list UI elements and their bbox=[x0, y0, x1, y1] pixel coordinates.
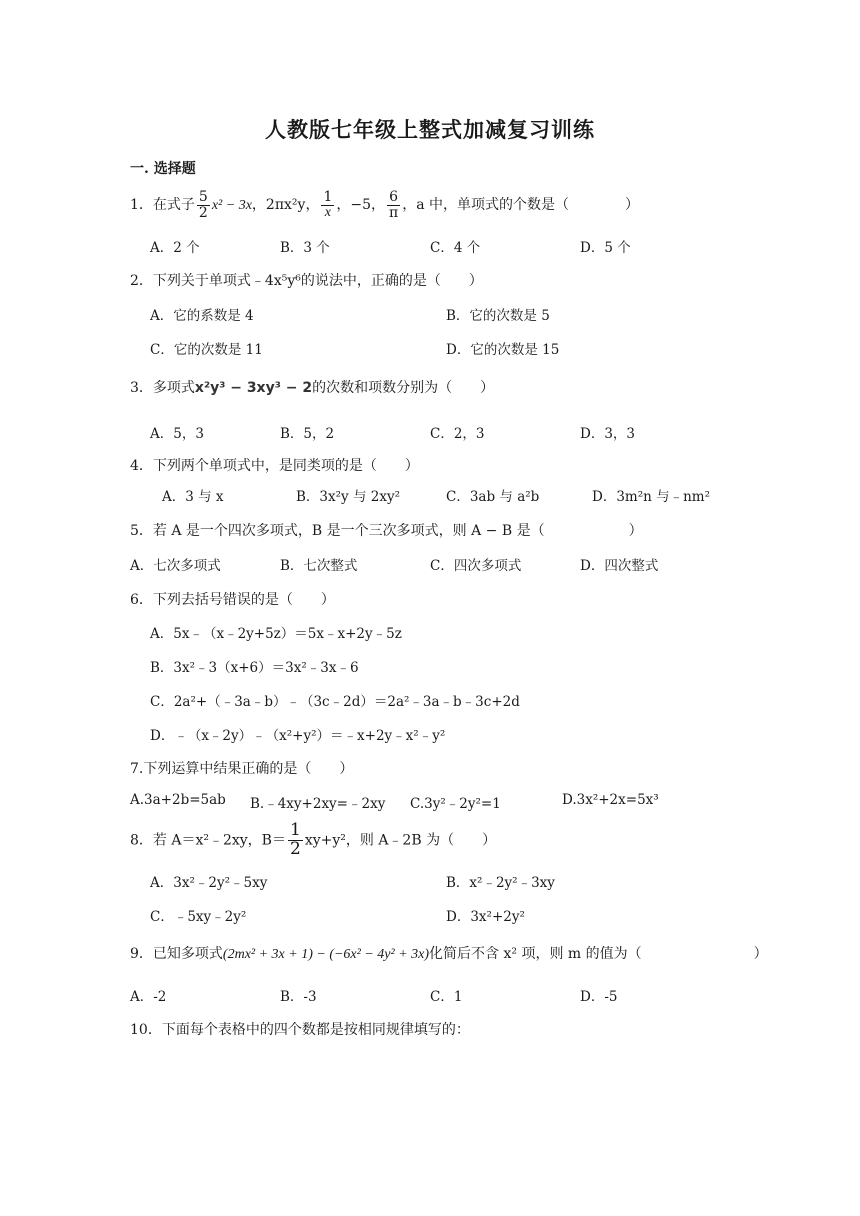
question-10: 10．下面每个表格中的四个数都是按相同规律填写的： bbox=[130, 1022, 470, 1038]
q1-option-a[interactable]: A．2 个 bbox=[150, 240, 200, 256]
q1-expr3: ，−5， bbox=[336, 197, 386, 214]
q9-option-a[interactable]: A．-2 bbox=[130, 989, 167, 1005]
q8-frac-den: 2 bbox=[289, 838, 301, 859]
q3-polynomial: x²y³ − 3xy³ − 2 bbox=[194, 380, 313, 396]
q3-option-a[interactable]: A．5，3 bbox=[150, 426, 204, 442]
q8-option-a[interactable]: A．3x²﹣2y²﹣5xy bbox=[150, 875, 268, 891]
q9-option-c[interactable]: C．1 bbox=[430, 989, 463, 1005]
q7-option-b[interactable]: B.﹣4xy+2xy=﹣2xy bbox=[250, 796, 386, 812]
q8-frac-num: 1 bbox=[289, 820, 301, 840]
q1-expr1: x² − 3x bbox=[211, 198, 252, 214]
q8-option-c[interactable]: C．﹣5xy﹣2y² bbox=[150, 909, 247, 925]
q6-option-c[interactable]: C．2a²+（﹣3a﹣b）﹣（3c﹣2d）＝2a²﹣3a﹣b﹣3c+2d bbox=[150, 694, 520, 710]
q9-polynomial: (2mx² + 3x + 1) − (−6x² − 4y² + 3x) bbox=[222, 947, 430, 962]
q3-suffix: 的次数和项数分别为（ ） bbox=[312, 380, 495, 396]
q4-option-d[interactable]: D．3m²n 与﹣nm² bbox=[592, 489, 711, 505]
q7-option-d[interactable]: D.3x²+2x=5x³ bbox=[562, 792, 659, 808]
q4-option-b[interactable]: B．3x²y 与 2xy² bbox=[296, 489, 400, 505]
q1-frac1-num: 5 bbox=[198, 189, 208, 205]
q6-option-b[interactable]: B．3x²﹣3（x+6）＝3x²﹣3x﹣6 bbox=[150, 660, 359, 676]
q1-option-b[interactable]: B．3 个 bbox=[280, 240, 330, 256]
q8-suffix: xy+y²，则 A﹣2B 为（ ） bbox=[304, 832, 497, 849]
question-4: 4．下列两个单项式中，是同类项的是（ ） bbox=[130, 458, 419, 474]
q1-prefix: 1．在式子 bbox=[130, 197, 195, 214]
q8-option-b[interactable]: B．x²﹣2y²﹣3xy bbox=[446, 875, 555, 891]
question-3 bbox=[130, 377, 494, 397]
q5-option-d[interactable]: D．四次整式 bbox=[580, 558, 659, 574]
q2-option-d[interactable]: D．它的次数是 15 bbox=[446, 342, 560, 358]
q4-option-c[interactable]: C．3ab 与 a²b bbox=[446, 489, 540, 505]
question-5: 5．若 A 是一个四次多项式，B 是一个三次多项式，则 A − B 是（ ） bbox=[130, 523, 643, 539]
q6-option-a[interactable]: A．5x﹣（x﹣2y+5z）＝5x﹣x+2y﹣5z bbox=[150, 626, 402, 642]
q1-frac3-den: π bbox=[389, 204, 399, 221]
q1-frac2-den: x bbox=[324, 204, 332, 220]
q9-option-d[interactable]: D．-5 bbox=[580, 989, 618, 1005]
q1-expr4: ，a 中，单项式的个数是（ ） bbox=[402, 197, 640, 214]
q5-option-b[interactable]: B．七次整式 bbox=[280, 558, 358, 574]
question-2: 2．下列关于单项式﹣4x⁵y⁶的说法中，正确的是（ ） bbox=[130, 273, 483, 289]
q7-option-c[interactable]: C.3y²﹣2y²=1 bbox=[410, 796, 501, 812]
question-8 bbox=[130, 822, 496, 859]
q2-option-c[interactable]: C．它的次数是 11 bbox=[150, 342, 263, 358]
q1-fraction-1-x bbox=[321, 190, 334, 220]
q9-option-b[interactable]: B．-3 bbox=[280, 989, 317, 1005]
q3-option-b[interactable]: B．5，2 bbox=[280, 426, 335, 442]
q3-option-c[interactable]: C．2，3 bbox=[430, 426, 485, 442]
q1-frac1-den: 2 bbox=[198, 204, 208, 221]
q1-frac2-num: 1 bbox=[323, 189, 333, 205]
q1-option-d[interactable]: D．5 个 bbox=[580, 240, 631, 256]
q3-option-d[interactable]: D．3，3 bbox=[580, 426, 636, 442]
question-6: 6．下列去括号错误的是（ ） bbox=[130, 592, 335, 608]
q9-suffix: 化简后不含 x² 项，则 m 的值为（ ） bbox=[429, 946, 768, 962]
q1-frac3-num: 6 bbox=[387, 190, 400, 206]
q4-option-a[interactable]: A．3 与 x bbox=[162, 489, 224, 505]
q6-option-d[interactable]: D．﹣（x﹣2y）﹣（x²+y²）＝﹣x+2y﹣x²﹣y² bbox=[150, 728, 446, 744]
q8-prefix: 8．若 A＝x²﹣2xy，B＝ bbox=[130, 832, 286, 849]
q2-option-b[interactable]: B．它的次数是 5 bbox=[446, 308, 550, 324]
q3-prefix: 3．多项式 bbox=[130, 380, 195, 396]
q8-fraction-1-2 bbox=[288, 822, 303, 859]
q7-option-a[interactable]: A.3a+2b=5ab bbox=[130, 792, 226, 808]
page-title: 人教版七年级上整式加减复习训练 bbox=[265, 117, 595, 142]
q5-option-a[interactable]: A．七次多项式 bbox=[130, 558, 221, 574]
question-7: 7.下列运算中结果正确的是（ ） bbox=[130, 761, 354, 777]
q8-option-d[interactable]: D．3x²+2y² bbox=[446, 909, 525, 925]
q1-option-c[interactable]: C．4 个 bbox=[430, 240, 481, 256]
q1-expr2: ，2πx²y， bbox=[251, 197, 320, 214]
question-9 bbox=[130, 943, 768, 963]
q2-option-a[interactable]: A．它的系数是 4 bbox=[150, 308, 254, 324]
question-1 bbox=[130, 190, 639, 220]
section-heading: 一. 选择题 bbox=[130, 161, 196, 177]
q1-fraction-6-pi bbox=[387, 190, 400, 220]
q9-prefix: 9．已知多项式 bbox=[130, 946, 223, 962]
q5-option-c[interactable]: C．四次多项式 bbox=[430, 558, 522, 574]
q1-fraction-5-2 bbox=[197, 190, 210, 220]
